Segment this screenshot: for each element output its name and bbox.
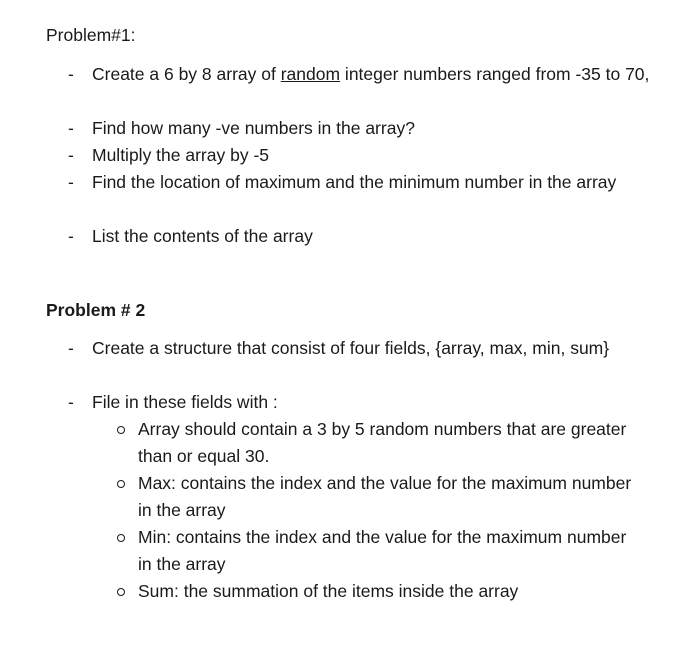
- problem2-item-2: File in these fields with :: [92, 392, 278, 412]
- problem2-subitem-2: Max: contains the index and the value for the maximum number in the array: [138, 473, 632, 520]
- problem2-item-1: Create a structure that consist of four fields, {array, max, min, sum}: [92, 338, 610, 358]
- problem1-item-3: Multiply the array by -5: [92, 145, 270, 165]
- dash-bullet: -: [68, 118, 74, 138]
- problem1-item-1-pre: Create a 6 by 8 array of: [92, 64, 281, 84]
- dash-bullet: -: [68, 145, 74, 165]
- problem2-subitem-3: Min: contains the index and the value for the maximum number in the array: [138, 527, 627, 574]
- dash-bullet: -: [68, 226, 74, 246]
- dash-bullet: -: [68, 172, 74, 192]
- circle-bullet-icon: [117, 534, 125, 542]
- problem1-item-1-underlined: random: [280, 64, 341, 84]
- dash-bullet: -: [68, 64, 74, 84]
- dash-bullet: -: [68, 392, 74, 412]
- problem1-item-4: Find the location of maximum and the minimum number in the array: [92, 172, 617, 192]
- problem1-item-2: Find how many -ve numbers in the array?: [92, 118, 415, 138]
- problem1-item-1-post: integer numbers ranged from -35 to 70,: [340, 64, 650, 84]
- problem1-title: Problem#1:: [46, 25, 136, 45]
- problem2-subitem-1: Array should contain a 3 by 5 random numbers that are greater than or equal 30.: [138, 419, 627, 466]
- circle-bullet-icon: [117, 588, 125, 596]
- problem2-title: Problem # 2: [46, 300, 146, 320]
- circle-bullet-icon: [117, 426, 125, 434]
- problem1-item-5: List the contents of the array: [92, 226, 313, 246]
- problem1-item-1: [92, 61, 672, 88]
- circle-bullet-icon: [117, 480, 125, 488]
- dash-bullet: -: [68, 338, 74, 358]
- problem2-subitem-4: Sum: the summation of the items inside the array: [138, 581, 519, 601]
